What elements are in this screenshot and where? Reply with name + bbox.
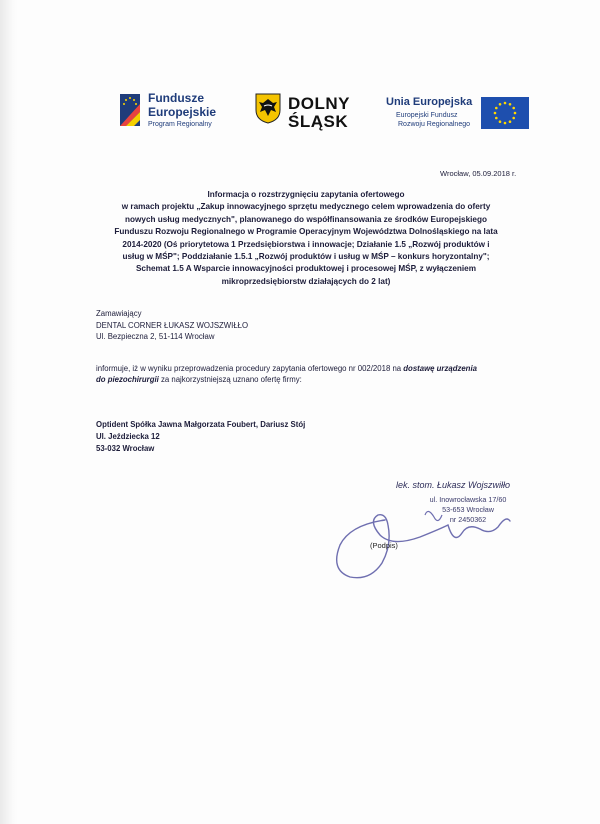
eagle-crest-icon	[254, 92, 282, 124]
ds-title-line1: DOLNY	[288, 94, 350, 113]
winner-name: Optident Spółka Jawna Małgorzata Foubert, Dariusz Stój	[96, 420, 306, 429]
fe-subtitle: Program Regionalny	[148, 121, 212, 128]
winner-block	[96, 419, 305, 454]
logo-bar	[0, 84, 600, 144]
heading-line: Funduszu Rozwoju Regionalnego w Programie Operacyjnym Województwa Dolnośląskiego na lata	[114, 227, 498, 237]
buyer-block	[96, 308, 248, 343]
heading-line: usług w MŚP"; Poddziałanie 1.5.1 „Rozwój produktów i usług w MŚP – konkurs horyzontalny";	[122, 252, 490, 262]
winner-city: 53-032 Wrocław	[96, 443, 155, 453]
handwritten-signature	[330, 485, 530, 585]
fe-title-line2: Europejskie	[148, 105, 217, 119]
heading-line: 2014-2020 (Oś priorytetowa 1 Przedsiębiorstwa i innowacje; Działanie 1.5 „Rozwój produktów i	[122, 239, 490, 249]
decision-subject: dostawę urządzenia	[403, 364, 477, 373]
fundusze-europejskie-logo	[118, 90, 248, 136]
ds-title-line2: ŚLĄSK	[288, 112, 349, 131]
buyer-address: Ul. Bezpieczna 2, 51-114 Wrocław	[96, 332, 215, 341]
heading-line: Informacja o rozstrzygnięciu zapytania ofertowego	[207, 190, 405, 199]
ue-subtitle-line1: Europejski Fundusz	[396, 112, 458, 119]
stamp-number: nr 2450362	[449, 515, 487, 524]
buyer-name: DENTAL CORNER ŁUKASZ WOJSZWIŁŁO	[96, 320, 249, 330]
fe-emblem-icon	[118, 90, 144, 130]
decision-text-cont: za najkorzystniejszą uznano ofertę firmy:	[158, 375, 302, 385]
document-date: Wrocław, 05.09.2018 r.	[440, 169, 517, 178]
heading-line: w ramach projektu „Zakup innowacyjnego sprzętu medycznego celem wprowadzenia do oferty	[121, 202, 491, 212]
fe-title-line1: Fundusze	[148, 91, 204, 105]
decision-line-1	[96, 363, 477, 374]
heading-line: Schemat 1.5 A Wsparcie innowacyjności produktowej i procesowej MŚP, z wyłączeniem	[135, 264, 477, 274]
stamp-city: 53-653 Wrocław	[442, 505, 494, 514]
heading-line: nowych usług medycznych", planowanego do współfinansowania ze środków Europejskiego	[125, 214, 487, 224]
dolny-slask-logo	[254, 92, 364, 136]
heading-line: mikroprzedsiębiorstw działających do 2 lat)	[221, 276, 391, 286]
stamp-street: ul. Inowrocławska 17/60	[429, 495, 507, 504]
stamp-name: lek. stom. Łukasz Wojszwiłło	[396, 480, 511, 490]
document-heading	[96, 189, 516, 288]
decision-paragraph	[96, 363, 477, 385]
decision-text: informuje, iż w wyniku przeprowadzenia procedury zapytania ofertowego nr 002/2018 na	[96, 364, 404, 373]
signature-label: (Podpis)	[370, 541, 398, 550]
decision-subject-cont: do piezochirurgii	[96, 375, 159, 385]
ue-subtitle-line2: Rozwoju Regionalnego	[398, 121, 470, 128]
decision-line-2	[96, 374, 477, 385]
unia-europejska-logo	[386, 90, 536, 136]
buyer-label: Zamawiający	[96, 309, 142, 318]
ue-title: Unia Europejska	[386, 96, 473, 108]
eu-flag-icon	[481, 97, 529, 129]
winner-street: Ul. Jeździecka 12	[96, 431, 160, 441]
